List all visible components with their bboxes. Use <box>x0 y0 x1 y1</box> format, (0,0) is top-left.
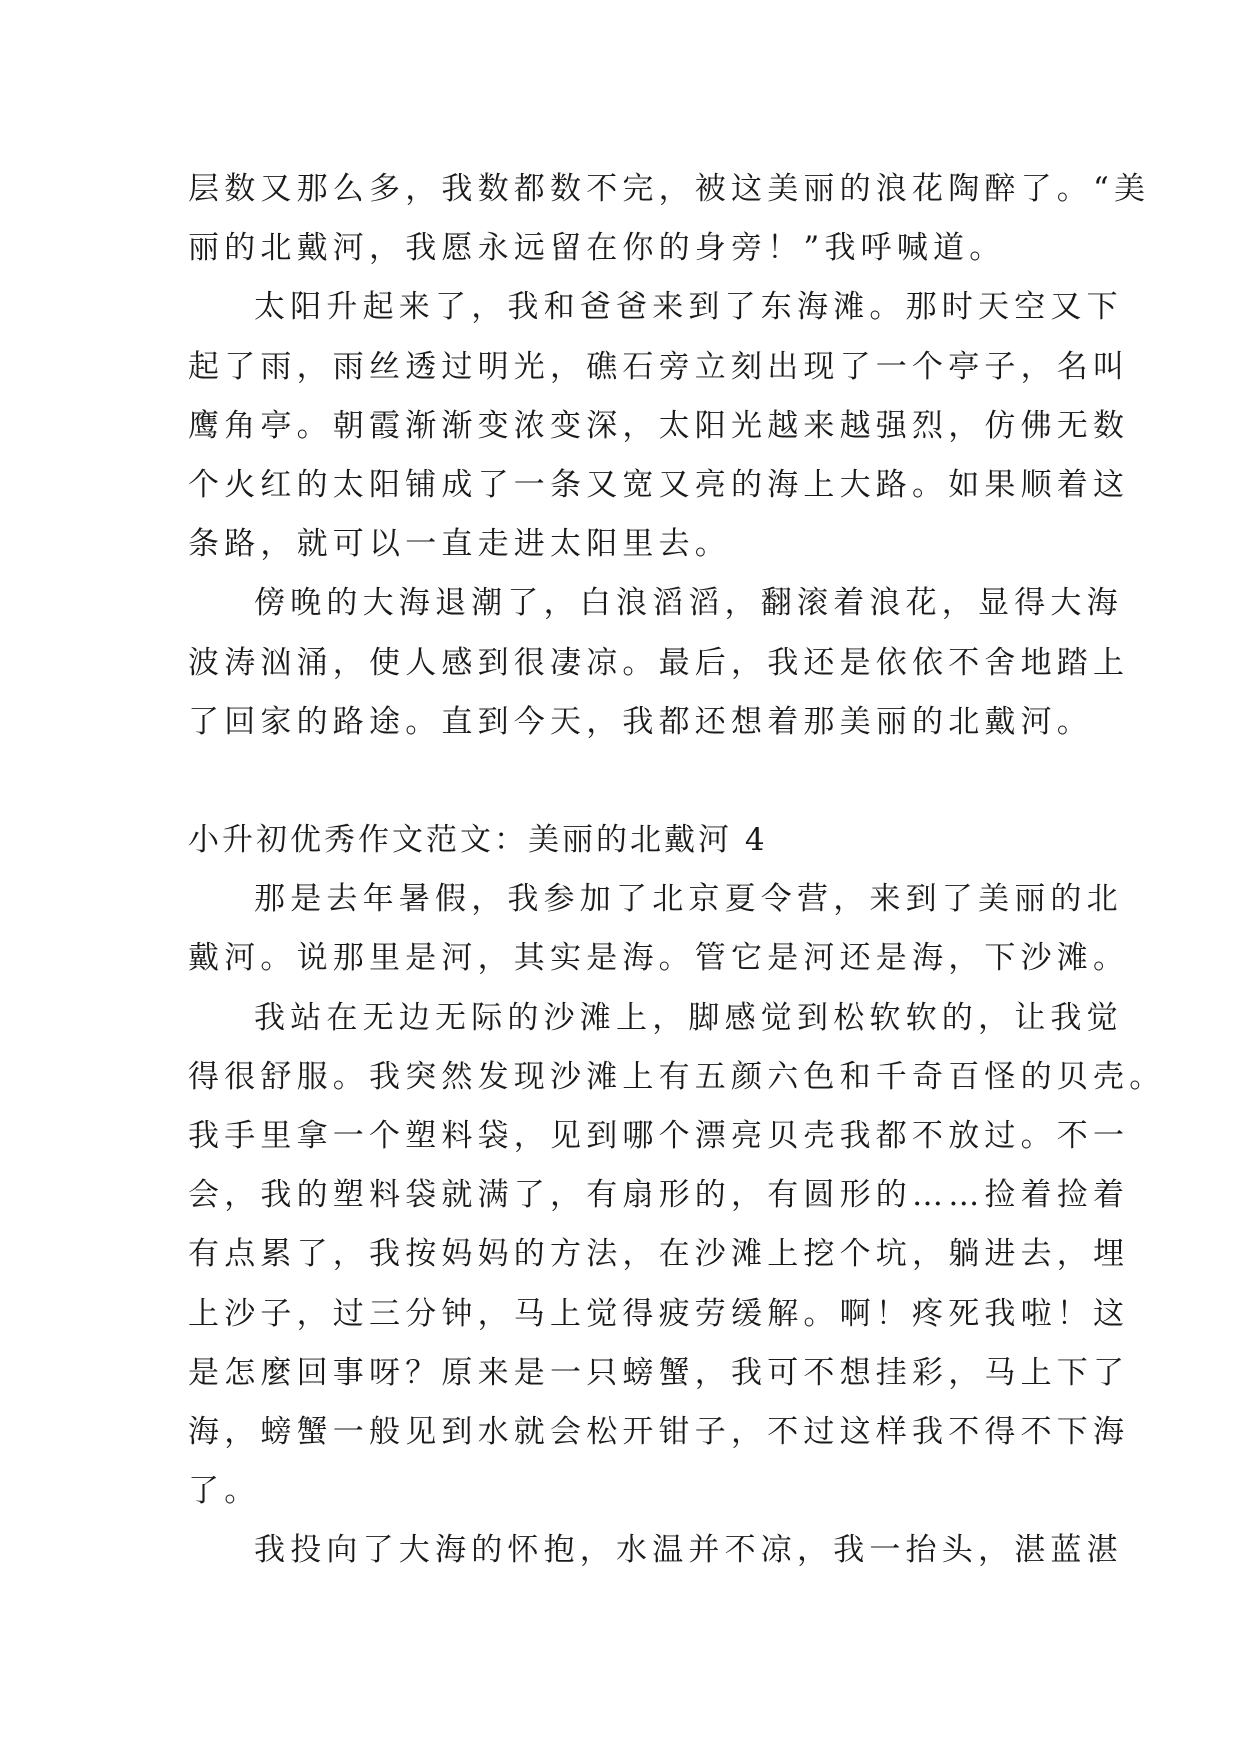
paragraph <box>188 989 1166 1522</box>
paragraph <box>188 1521 1123 1580</box>
text-line: 有点累了，我按妈妈的方法，在沙滩上挖个坑，躺进去，埋 <box>188 1236 1130 1273</box>
text-line: 是怎麼回事呀？原来是一只螃蟹，我可不想挂彩，马上下了 <box>188 1354 1130 1391</box>
text-line: 我站在无边无际的沙滩上，脚感觉到松软软的，让我觉 <box>254 999 1123 1036</box>
paragraph <box>188 870 1130 988</box>
text-line: 我手里拿一个塑料袋，见到哪个漂亮贝壳我都不放过。不一 <box>188 1118 1130 1154</box>
text-line: 傍晚的大海退潮了，白浪滔滔，翻滚着浪花，显得大海 <box>254 585 1123 622</box>
text-line: 个火红的太阳铺成了一条又宽又亮的海上大路。如果顺着这 <box>188 466 1130 503</box>
text-line: 丽的北戴河，我愿永远留在你的身旁！”我呼喊道。 <box>188 230 1006 267</box>
text-line: 了。 <box>188 1473 261 1510</box>
text-line: 条路，就可以一直走进太阳里去。 <box>188 526 731 563</box>
text-line: 会，我的塑料袋就满了，有扇形的，有圆形的……捡着捡着 <box>188 1177 1130 1214</box>
text-line: 得很舒服。我突然发现沙滩上有五颜六色和千奇百怪的贝壳。 <box>188 1058 1166 1095</box>
text-line: 了回家的路途。直到今天，我都还想着那美丽的北戴河。 <box>188 703 1093 740</box>
paragraph <box>188 160 1151 278</box>
text-line: 那是去年暑假，我参加了北京夏令营，来到了美丽的北 <box>254 881 1123 918</box>
text-line: 我投向了大海的怀抱，水温并不凉，我一抬头，湛蓝湛 <box>254 1532 1123 1569</box>
section-title: 小升初优秀作文范文：美丽的北戴河 4 <box>188 822 768 859</box>
paragraph <box>188 278 1130 574</box>
text-line: 层数又那么多，我数都数不完，被这美丽的浪花陶醉了。“美 <box>188 171 1151 207</box>
text-line: 起了雨，雨丝透过明光，礁石旁立刻出现了一个亭子，名叫 <box>188 348 1130 385</box>
text-line: 戴河。说那里是河，其实是海。管它是河还是海，下沙滩。 <box>188 940 1130 977</box>
text-line: 太阳升起来了，我和爸爸来到了东海滩。那时天空又下 <box>254 289 1123 326</box>
paragraph-gap <box>188 752 1058 811</box>
text-line: 鹰角亭。朝霞渐渐变浓变深，太阳光越来越强烈，仿佛无数 <box>188 407 1130 444</box>
text-line: 波涛汹涌，使人感到很凄凉。最后，我还是依依不舍地踏上 <box>188 644 1130 681</box>
essay-text <box>188 160 1166 1581</box>
text-line: 海，螃蟹一般见到水就会松开钳子，不过这样我不得不下海 <box>188 1413 1130 1450</box>
text-line: 上沙子，过三分钟，马上觉得疲劳缓解。啊！疼死我啦！这 <box>188 1295 1130 1332</box>
paragraph <box>188 574 1130 752</box>
